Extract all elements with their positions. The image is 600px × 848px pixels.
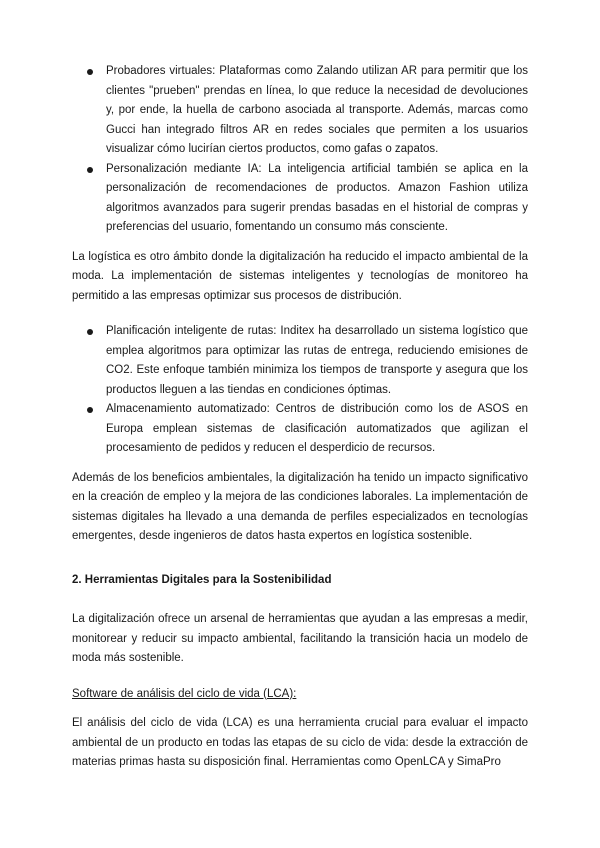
- list-item: [106, 62, 528, 160]
- list-item-text: Personalización mediante IA: La inteligencia artificial también se aplica en la personalización de recomendaciones de productos. Amazon Fashion utiliza algoritmos avanzados para sugerir prendas basadas en el historial de compras y preferencias del usuario, fomentando un consumo más consciente.: [106, 162, 528, 233]
- list-item: [106, 160, 528, 238]
- bullet-icon: [87, 69, 93, 75]
- bullet-list-ar-ia: [72, 62, 528, 238]
- bullet-icon: [87, 407, 93, 413]
- paragraph-lca: El análisis del ciclo de vida (LCA) es una herramienta crucial para evaluar el impacto ambiental de un producto en todas las etapas de su ciclo de vida: desde la extracción de materias primas hasta su disposición final. Herramientas como OpenLCA y SimaPro: [72, 717, 528, 768]
- paragraph-logistics: La logística es otro ámbito donde la digitalización ha reducido el impacto ambiental de la moda. La implementación de sistemas inteligentes y tecnologías de monitoreo ha permitido a las empresas optimizar sus procesos de distribución.: [72, 250, 528, 302]
- paragraph-tools: La digitalización ofrece un arsenal de herramientas que ayudan a las empresas a medir, monitorear y reducir su impacto ambiental, facilitando la transición hacia un modelo de moda más sostenible.: [72, 613, 528, 664]
- paragraph-employment: Además de los beneficios ambientales, la digitalización ha tenido un impacto significativo en la creación de empleo y la mejora de las condiciones laborales. La implementación de sistemas digitales ha llevado a una demanda de perfiles especializados en tecnologías emergentes, desde ingenieros de datos hasta expertos en logística sostenible.: [72, 471, 528, 542]
- section-heading: 2. Herramientas Digitales para la Sostenibilidad: [72, 573, 332, 586]
- list-item: [106, 400, 528, 459]
- list-item-text: Planificación inteligente de rutas: Inditex ha desarrollado un sistema logístico que emplea algoritmos para optimizar las rutas de entrega, reduciendo emisiones de CO2. Este enfoque también minimiza los tiempos de transporte y asegura que los productos lleguen a las tiendas en condiciones óptimas.: [106, 325, 528, 396]
- bullet-list-logistics: [72, 322, 528, 459]
- list-item: [106, 322, 528, 400]
- subheading-lca: Software de análisis del ciclo de vida (LCA):: [72, 687, 297, 700]
- list-item-text: Almacenamiento automatizado: Centros de distribución como los de ASOS en Europa emplean sistemas de clasificación automatizados que agilizan el procesamiento de pedidos y reducen el desperdicio de recursos.: [106, 403, 528, 454]
- bullet-icon: [87, 167, 93, 173]
- list-item-text: Probadores virtuales: Plataformas como Zalando utilizan AR para permitir que los clientes "prueben" prendas en línea, lo que reduce la necesidad de devoluciones y, por ende, la huella de carbono asociada al transporte. Además, marcas como Gucci han integrado filtros AR en redes sociales que permiten a los usuarios visualizar cómo lucirían ciertos productos, como gafas o zapatos.: [106, 65, 528, 155]
- bullet-icon: [87, 329, 93, 335]
- page-content: [72, 62, 528, 789]
